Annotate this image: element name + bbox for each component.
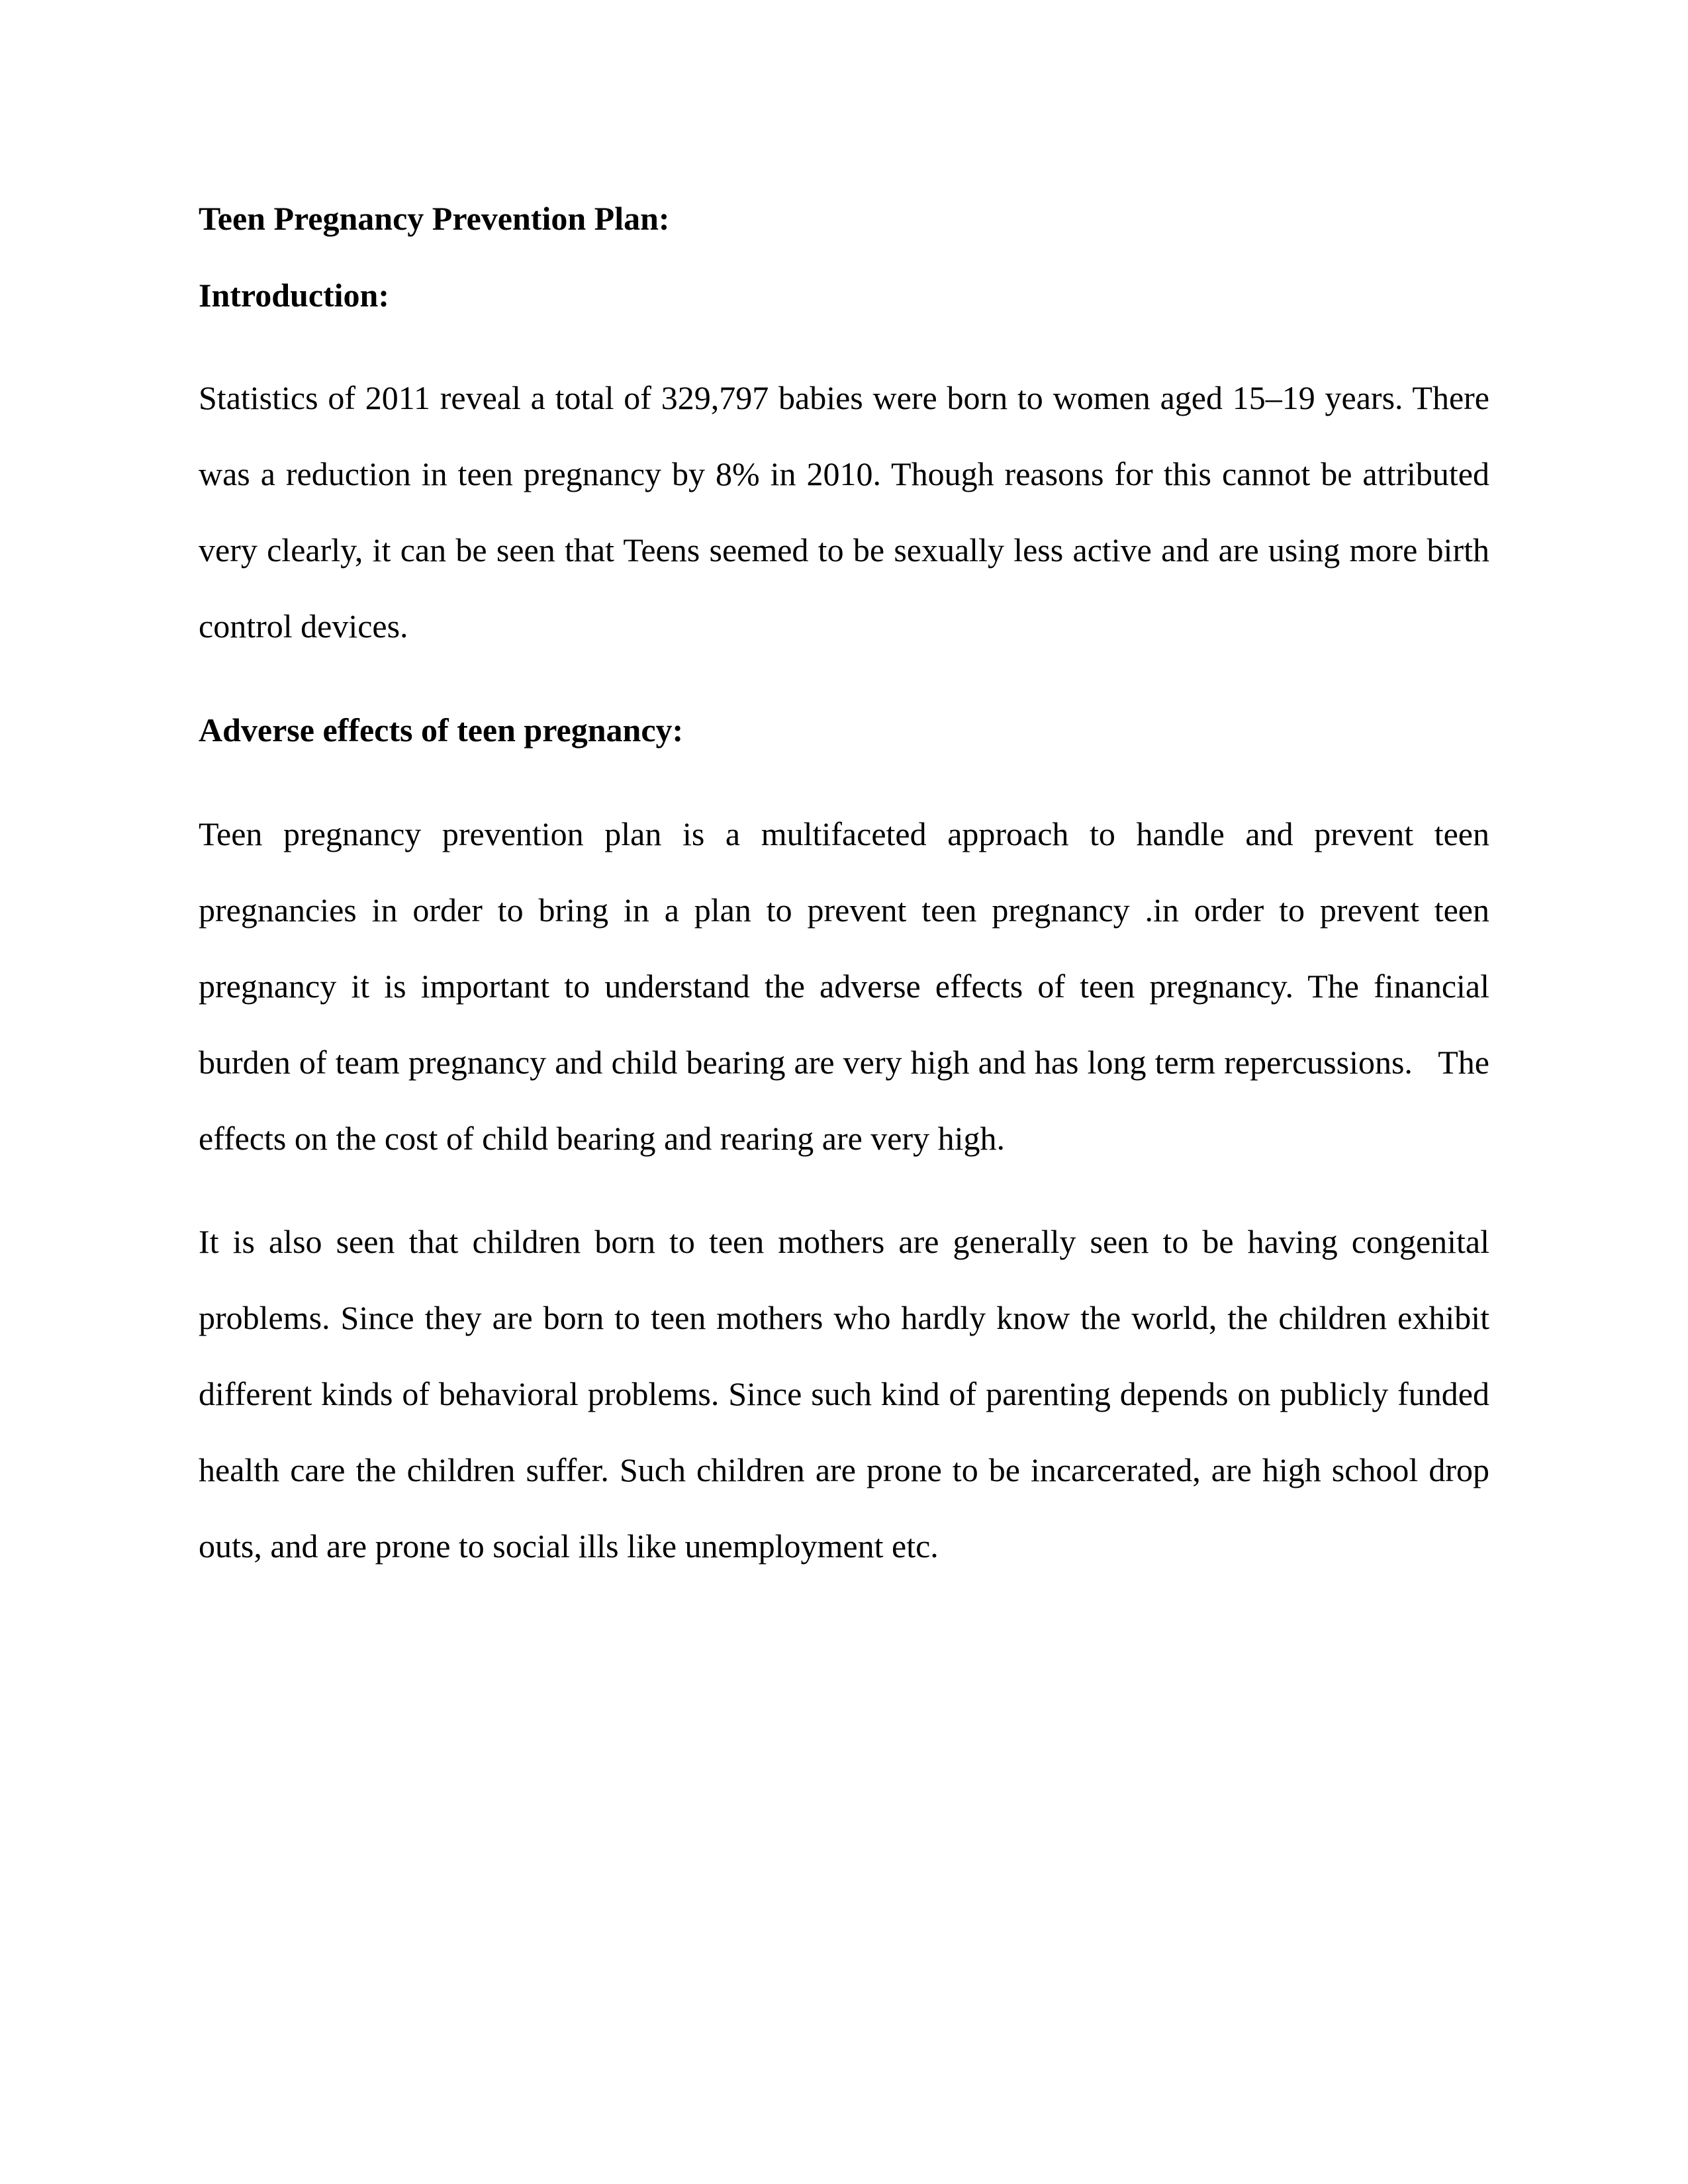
document-title: Teen Pregnancy Prevention Plan: [199, 200, 670, 237]
paragraph-line: burden of team pregnancy and child bearing are very high and has long term repercussions. The [199, 1044, 1489, 1081]
section-heading-adverse-effects: Adverse effects of teen pregnancy: [199, 711, 684, 749]
paragraph-line: different kinds of behavioral problems. Since such kind of parenting depends on publicly funded [199, 1375, 1489, 1412]
paragraph-line: was a reduction in teen pregnancy by 8% in 2010. Though reasons for this cannot be attributed [199, 455, 1489, 492]
paragraph-line: problems. Since they are born to teen mothers who hardly know the world, the children exhibit [199, 1299, 1489, 1336]
paragraph-line: pregnancy it is important to understand the adverse effects of teen pregnancy. The financial [199, 968, 1489, 1005]
paragraph-line: effects on the cost of child bearing and rearing are very high. [199, 1120, 1006, 1157]
paragraph-line: It is also seen that children born to teen mothers are generally seen to be having congenital [199, 1223, 1489, 1260]
paragraph-line: Teen pregnancy prevention plan is a multifaceted approach to handle and prevent teen [199, 815, 1489, 852]
paragraph-line: control devices. [199, 608, 408, 645]
section-heading-introduction: Introduction: [199, 277, 390, 314]
paragraph-line: outs, and are prone to social ills like unemployment etc. [199, 1527, 939, 1565]
paragraph-line: pregnancies in order to bring in a plan to prevent teen pregnancy .in order to prevent teen [199, 891, 1489, 929]
paragraph-line: health care the children suffer. Such children are prone to be incarcerated, are high school drop [199, 1451, 1489, 1488]
paragraph-line: Statistics of 2011 reveal a total of 329,797 babies were born to women aged 15–19 years. There [199, 379, 1489, 416]
paragraph-line: very clearly, it can be seen that Teens seemed to be sexually less active and are using more birth [199, 531, 1489, 569]
